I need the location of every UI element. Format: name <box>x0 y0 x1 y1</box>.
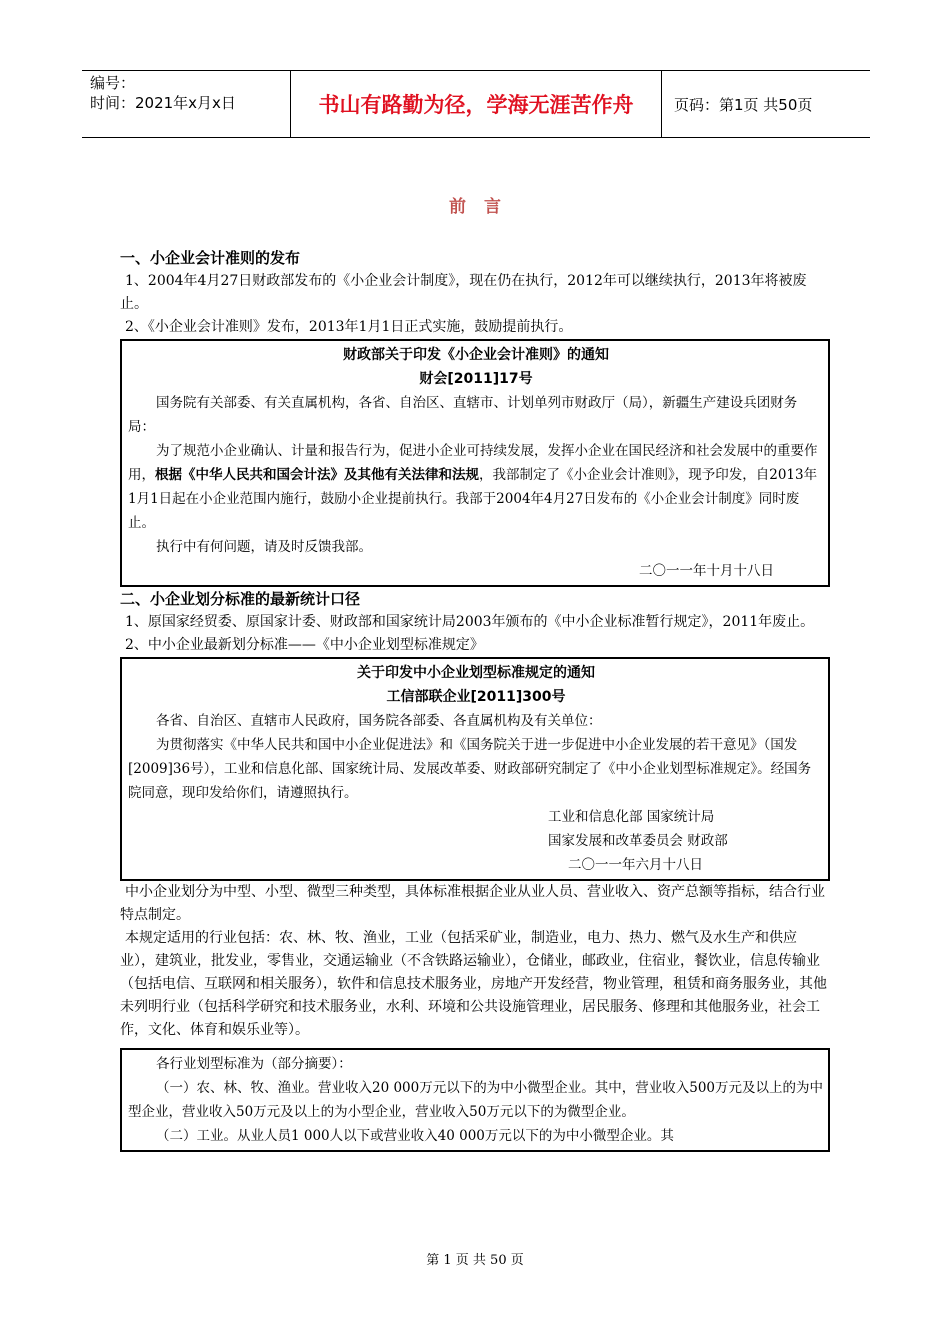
notice1-body-bold: 根据《中华人民共和国会计法》及其他有关法律和法规 <box>155 467 479 483</box>
notice2-date: 二〇一一年六月十八日 <box>568 857 703 873</box>
standards-intro: 各行业划型标准为（部分摘要）： <box>156 1056 352 1072</box>
section1-item1: 1、2004年4月27日财政部发布的《小企业会计制度》，现在仍在执行，2012年可以继续执行，2013年将被废止。 <box>120 273 807 312</box>
page-footer: 第 1 页 共 50 页 <box>426 1253 524 1268</box>
notice1-box <box>120 339 830 587</box>
notice1-body <box>128 439 824 535</box>
page-header <box>82 70 870 138</box>
notice2-sig1: 工业和信息化部 国家统计局 <box>548 809 715 825</box>
section1-heading: 一、小企业会计准则的发布 <box>120 249 301 267</box>
notice1-closing: 执行中有何问题，请及时反馈我部。 <box>156 539 372 555</box>
section2-item1: 1、原国家经贸委、原国家计委、财政部和国家统计局2003年颁布的《中小企业标准暂行规定》，2011年废止。 <box>125 614 815 630</box>
time-label: 时间：2021年x月x日 <box>90 94 236 112</box>
notice2-doc-no: 工信部联企业[2011]300号 <box>386 689 566 705</box>
standards-item2: （二）工业。从业人员1 000人以下或营业收入40 000万元以下的为中小微型企业。其 <box>156 1128 674 1144</box>
notice1-addressee: 国务院有关部委、有关直属机构，各省、自治区、直辖市、计划单列市财政厅（局），新疆生产建设兵团财务局： <box>128 395 798 435</box>
standards-item1: （一）农、林、牧、渔业。营业收入20 000万元以下的为中小微型企业。其中，营业收入500万元及以上的为中型企业，营业收入50万元及以上的为小型企业，营业收入50万元以下的为微型企业。 <box>128 1080 824 1120</box>
notice2-addressee: 各省、自治区、直辖市人民政府，国务院各部委、各直属机构及有关单位： <box>156 713 602 729</box>
header-left <box>82 71 290 137</box>
serial-label: 编号： <box>90 74 136 92</box>
notice2-box <box>120 657 830 881</box>
notice2-title: 关于印发中小企业划型标准规定的通知 <box>357 665 595 681</box>
para1: 中小企业划分为中型、小型、微型三种类型，具体标准根据企业从业人员、营业收入、资产总额等指标，结合行业特点制定。 <box>120 884 825 923</box>
notice1-body-after: ，我部制定了《小企业会计准则》，现予印发，自2013年1月1日起在小企业范围内施行，鼓励小企业提前执行。我部于2004年4月27日发布的《小企业会计制度》同时废止。 <box>128 467 818 531</box>
notice1-date: 二〇一一年十月十八日 <box>639 563 774 579</box>
document-body <box>120 246 830 1152</box>
notice1-doc-no: 财会[2011]17号 <box>419 371 533 387</box>
page-info: 页码：第1页 共50页 <box>674 95 813 114</box>
notice1-body-before: 为了规范小企业确认、计量和报告行为，促进小企业可持续发展，发挥小企业在国民经济和社会发展中的重要作用， <box>128 443 818 483</box>
notice2-body: 为贯彻落实《中华人民共和国中小企业促进法》和《国务院关于进一步促进中小企业发展的若干意见》（国发[2009]36号），工业和信息化部、国家统计局、发展改革委、财政部研究制定了《中小企业划型标准规定》。经国务院同意，现印发给你们，请遵照执行。 <box>128 737 812 801</box>
para2: 本规定适用的行业包括：农、林、牧、渔业，工业（包括采矿业，制造业，电力、热力、燃气及水生产和供应业），建筑业，批发业，零售业，交通运输业（不含铁路运输业），仓储业，邮政业，住宿业，餐饮业，信息传输业（包括电信、互联网和相关服务），软件和信息技术服务业，房地产开发经营，物业管理，租赁和商务服务业，其他未列明行业（包括科学研究和技术服务业，水利、环境和公共设施管理业，居民服务、修理和其他服务业，社会工作，文化、体育和娱乐业等）。 <box>120 930 827 1038</box>
notice2-sig2: 国家发展和改革委员会 财政部 <box>548 833 728 849</box>
notice1-title: 财政部关于印发《小企业会计准则》的通知 <box>343 347 609 363</box>
section2-item2: 2、中小企业最新划分标准——《中小企业划型标准规定》 <box>125 637 484 653</box>
section1-item2: 2、《小企业会计准则》发布，2013年1月1日正式实施，鼓励提前执行。 <box>125 319 573 335</box>
standards-box <box>120 1048 830 1152</box>
section2-heading: 二、小企业划分标准的最新统计口径 <box>120 590 361 608</box>
page-title: 前言 <box>449 197 519 217</box>
motto: 书山有路勤为径，学海无涯苦作舟 <box>290 71 662 137</box>
